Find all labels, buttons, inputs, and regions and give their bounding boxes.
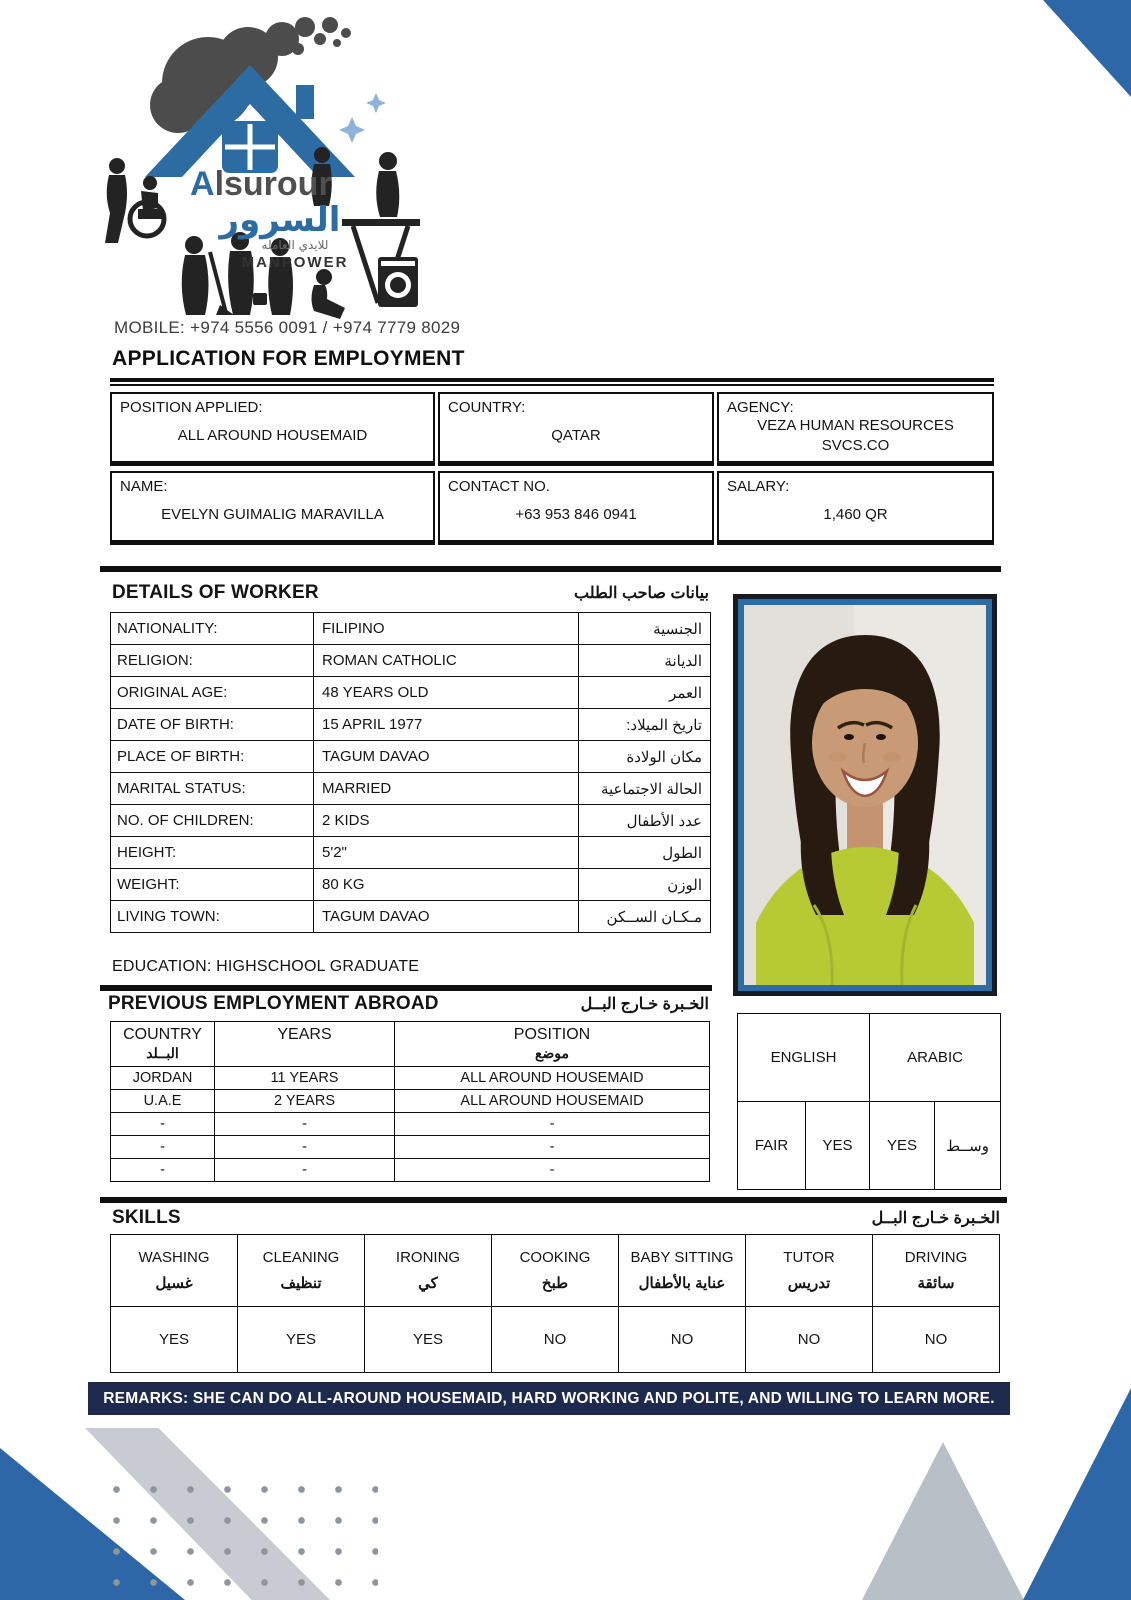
employment-col-country-en: COUNTRY <box>123 1026 202 1043</box>
detail-value: 5'2" <box>314 837 579 869</box>
skill-header-cleaning <box>238 1235 365 1307</box>
employment-years: 2 YEARS <box>215 1090 395 1113</box>
sparkle-icon <box>339 93 386 143</box>
employment-col-country-ar: البــلد <box>146 1045 179 1061</box>
skill-name: BABY SITTING <box>630 1249 734 1266</box>
detail-label: NATIONALITY: <box>111 613 314 645</box>
salary-value: 1,460 QR <box>823 505 888 523</box>
table-row <box>738 1102 1001 1190</box>
table-row <box>111 869 711 901</box>
detail-label: HEIGHT: <box>111 837 314 869</box>
employment-col-position-en: POSITION <box>513 1026 591 1043</box>
position-applied-cell <box>110 392 435 466</box>
worker-portrait <box>744 605 986 985</box>
skill-header-driving <box>873 1235 1000 1307</box>
employment-position: - <box>395 1113 710 1136</box>
language-arabic-level: وســط <box>935 1102 1001 1190</box>
employment-col-years <box>215 1022 395 1067</box>
detail-value: FILIPINO <box>314 613 579 645</box>
detail-label: ORIGINAL AGE: <box>111 677 314 709</box>
detail-value: 48 YEARS OLD <box>314 677 579 709</box>
previous-employment-heading <box>108 993 709 1015</box>
employment-country: - <box>111 1136 215 1159</box>
skill-value-cooking: NO <box>492 1307 619 1373</box>
name-value: EVELYN GUIMALIG MARAVILLA <box>161 505 384 523</box>
skill-header-tutor <box>746 1235 873 1307</box>
detail-label: LIVING TOWN: <box>111 901 314 933</box>
corner-shape-bottom-right-blue <box>1023 1388 1131 1600</box>
detail-arabic: مكان الولادة <box>579 741 711 773</box>
employment-position: - <box>395 1159 710 1182</box>
detail-arabic: مـكـان الســكن <box>579 901 711 933</box>
logo-brand-rest: lsurour <box>214 165 332 203</box>
table-row <box>111 1067 710 1090</box>
detail-label: MARITAL STATUS: <box>111 773 314 805</box>
skill-value-washing: YES <box>111 1307 238 1373</box>
salary-label: SALARY: <box>727 478 790 495</box>
details-heading-en: DETAILS OF WORKER <box>112 582 319 603</box>
name-label: NAME: <box>120 478 168 495</box>
detail-arabic: الوزن <box>579 869 711 901</box>
detail-value: TAGUM DAVAO <box>314 741 579 773</box>
corner-shape-bottom-right-gray <box>862 1442 1024 1600</box>
detail-label: WEIGHT: <box>111 869 314 901</box>
detail-arabic: العمر <box>579 677 711 709</box>
skill-name: IRONING <box>395 1249 461 1266</box>
table-row <box>111 1136 710 1159</box>
remarks-bar: REMARKS: SHE CAN DO ALL-AROUND HOUSEMAID, HARD WORKING AND POLITE, AND WILLING TO LEARN MORE. <box>88 1382 1010 1415</box>
skill-name-arabic: عناية بالأطفال <box>638 1275 726 1292</box>
section-divider-employment <box>100 985 712 991</box>
skill-value-cleaning: YES <box>238 1307 365 1373</box>
country-value: QATAR <box>551 426 601 444</box>
table-row <box>111 837 711 869</box>
employment-years: - <box>215 1136 395 1159</box>
skill-name-arabic: كي <box>418 1275 438 1292</box>
language-arabic-value: YES <box>870 1102 935 1190</box>
section-divider-skills <box>100 1197 1007 1203</box>
employment-position: - <box>395 1136 710 1159</box>
agency-label: AGENCY: <box>727 399 794 416</box>
skill-header-ironing <box>365 1235 492 1307</box>
table-row <box>111 1090 710 1113</box>
employment-heading-ar: الخـبرة خـارج البــل <box>580 996 709 1013</box>
table-row <box>111 613 711 645</box>
agency-cell <box>717 392 994 466</box>
skill-name: WASHING <box>138 1249 210 1266</box>
contact-cell <box>438 471 714 545</box>
agency-value: VEZA HUMAN RESOURCES SVCS.CO <box>757 417 954 454</box>
skill-name: CLEANING <box>262 1249 340 1266</box>
skill-value-ironing: YES <box>365 1307 492 1373</box>
skills-heading <box>112 1207 1000 1229</box>
detail-value: 80 KG <box>314 869 579 901</box>
table-row <box>111 1113 710 1136</box>
skill-value-babysitting: NO <box>619 1307 746 1373</box>
language-arabic-label: ARABIC <box>870 1014 1001 1102</box>
education-line: EDUCATION: HIGHSCHOOL GRADUATE <box>112 958 420 975</box>
skill-header-cooking <box>492 1235 619 1307</box>
skills-table <box>110 1234 1000 1373</box>
skill-name: COOKING <box>519 1249 591 1266</box>
detail-label: PLACE OF BIRTH: <box>111 741 314 773</box>
application-summary-table <box>110 392 994 545</box>
employment-country: JORDAN <box>111 1067 215 1090</box>
skills-heading-ar: الخـبرة خـارج البــل <box>871 1210 1000 1227</box>
skills-heading-en: SKILLS <box>112 1207 181 1228</box>
detail-label: RELIGION: <box>111 645 314 677</box>
document-title: APPLICATION FOR EMPLOYMENT <box>112 347 465 370</box>
employment-country: - <box>111 1113 215 1136</box>
dot-grid-pattern <box>98 1474 378 1600</box>
table-row <box>111 1307 1000 1373</box>
name-cell <box>110 471 435 545</box>
skill-name-arabic: طبخ <box>541 1275 569 1292</box>
section-divider-details <box>100 566 1001 572</box>
position-applied-value: ALL AROUND HOUSEMAID <box>177 426 368 444</box>
skill-header-babysitting <box>619 1235 746 1307</box>
detail-arabic: الحالة الاجتماعية <box>579 773 711 805</box>
details-heading-ar: بيانات صاحب الطلب <box>574 585 709 602</box>
detail-value: ROMAN CATHOLIC <box>314 645 579 677</box>
employment-country: - <box>111 1159 215 1182</box>
table-row <box>111 1159 710 1182</box>
table-row <box>111 741 711 773</box>
table-row <box>111 901 711 933</box>
detail-arabic: الطول <box>579 837 711 869</box>
logo-brand-arabic: السرور <box>219 200 341 240</box>
detail-arabic: تاريخ الميلاد: <box>579 709 711 741</box>
employment-heading-en: PREVIOUS EMPLOYMENT ABROAD <box>108 993 439 1014</box>
detail-value: MARRIED <box>314 773 579 805</box>
detail-value: TAGUM DAVAO <box>314 901 579 933</box>
table-row <box>111 805 711 837</box>
skill-header-washing <box>111 1235 238 1307</box>
table-header-row <box>111 1235 1000 1307</box>
skill-name-arabic: تدريس <box>787 1275 831 1292</box>
employment-country: U.A.E <box>111 1090 215 1113</box>
country-cell <box>438 392 714 466</box>
chimney-icon <box>296 85 314 119</box>
language-skills-table <box>737 1013 1001 1190</box>
salary-cell <box>717 471 994 545</box>
skill-value-driving: NO <box>873 1307 1000 1373</box>
details-of-worker-heading <box>112 582 709 604</box>
table-row <box>111 709 711 741</box>
skill-name: DRIVING <box>904 1249 968 1266</box>
skill-name: TUTOR <box>783 1249 835 1266</box>
svg-text:Alsurour <box>190 165 332 203</box>
worker-details-table <box>110 612 711 933</box>
detail-label: NO. OF CHILDREN: <box>111 805 314 837</box>
table-row <box>111 645 711 677</box>
employment-col-position <box>395 1022 710 1067</box>
employment-years: 11 YEARS <box>215 1067 395 1090</box>
language-english-value: YES <box>806 1102 870 1190</box>
detail-arabic: عدد الأطفال <box>579 805 711 837</box>
employment-col-country <box>111 1022 215 1067</box>
logo-letter-a: A <box>190 165 215 203</box>
contact-value: +63 953 846 0941 <box>515 505 637 523</box>
detail-value: 2 KIDS <box>314 805 579 837</box>
worker-photo <box>733 594 997 996</box>
employment-years: - <box>215 1113 395 1136</box>
detail-label: DATE OF BIRTH: <box>111 709 314 741</box>
logo-manpower-label: MANPOWER <box>241 254 349 271</box>
table-row <box>111 677 711 709</box>
employment-col-position-ar: موضع <box>534 1045 570 1061</box>
contact-label: CONTACT NO. <box>448 478 550 495</box>
logo-graphic <box>90 5 470 320</box>
language-english-level: FAIR <box>738 1102 806 1190</box>
position-applied-label: POSITION APPLIED: <box>120 399 263 416</box>
worker-photo-inner <box>738 599 992 991</box>
skill-name-arabic: سائقة <box>917 1275 955 1292</box>
employment-position: ALL AROUND HOUSEMAID <box>395 1090 710 1113</box>
skill-name-arabic: غسيل <box>155 1275 193 1292</box>
alsurour-manpower-logo <box>90 5 470 320</box>
country-label: COUNTRY: <box>448 399 526 416</box>
detail-value: 15 APRIL 1977 <box>314 709 579 741</box>
table-header-row <box>738 1014 1001 1102</box>
language-english-label: ENGLISH <box>738 1014 870 1102</box>
table-header-row <box>111 1022 710 1067</box>
title-underline <box>110 378 994 386</box>
detail-arabic: الديانة <box>579 645 711 677</box>
employment-years: - <box>215 1159 395 1182</box>
logo-tagline-arabic: للايدي العامله <box>261 238 329 252</box>
previous-employment-table <box>110 1021 710 1182</box>
table-row <box>111 773 711 805</box>
mobile-numbers: MOBILE: +974 5556 0091 / +974 7779 8029 <box>114 318 461 337</box>
skill-name-arabic: تنظيف <box>280 1275 322 1292</box>
employment-position: ALL AROUND HOUSEMAID <box>395 1067 710 1090</box>
skill-value-tutor: NO <box>746 1307 873 1373</box>
corner-shape-top-right <box>1043 0 1131 97</box>
detail-arabic: الجنسية <box>579 613 711 645</box>
employment-col-years-label: YEARS <box>277 1026 332 1043</box>
logo-wordmark <box>190 165 348 271</box>
